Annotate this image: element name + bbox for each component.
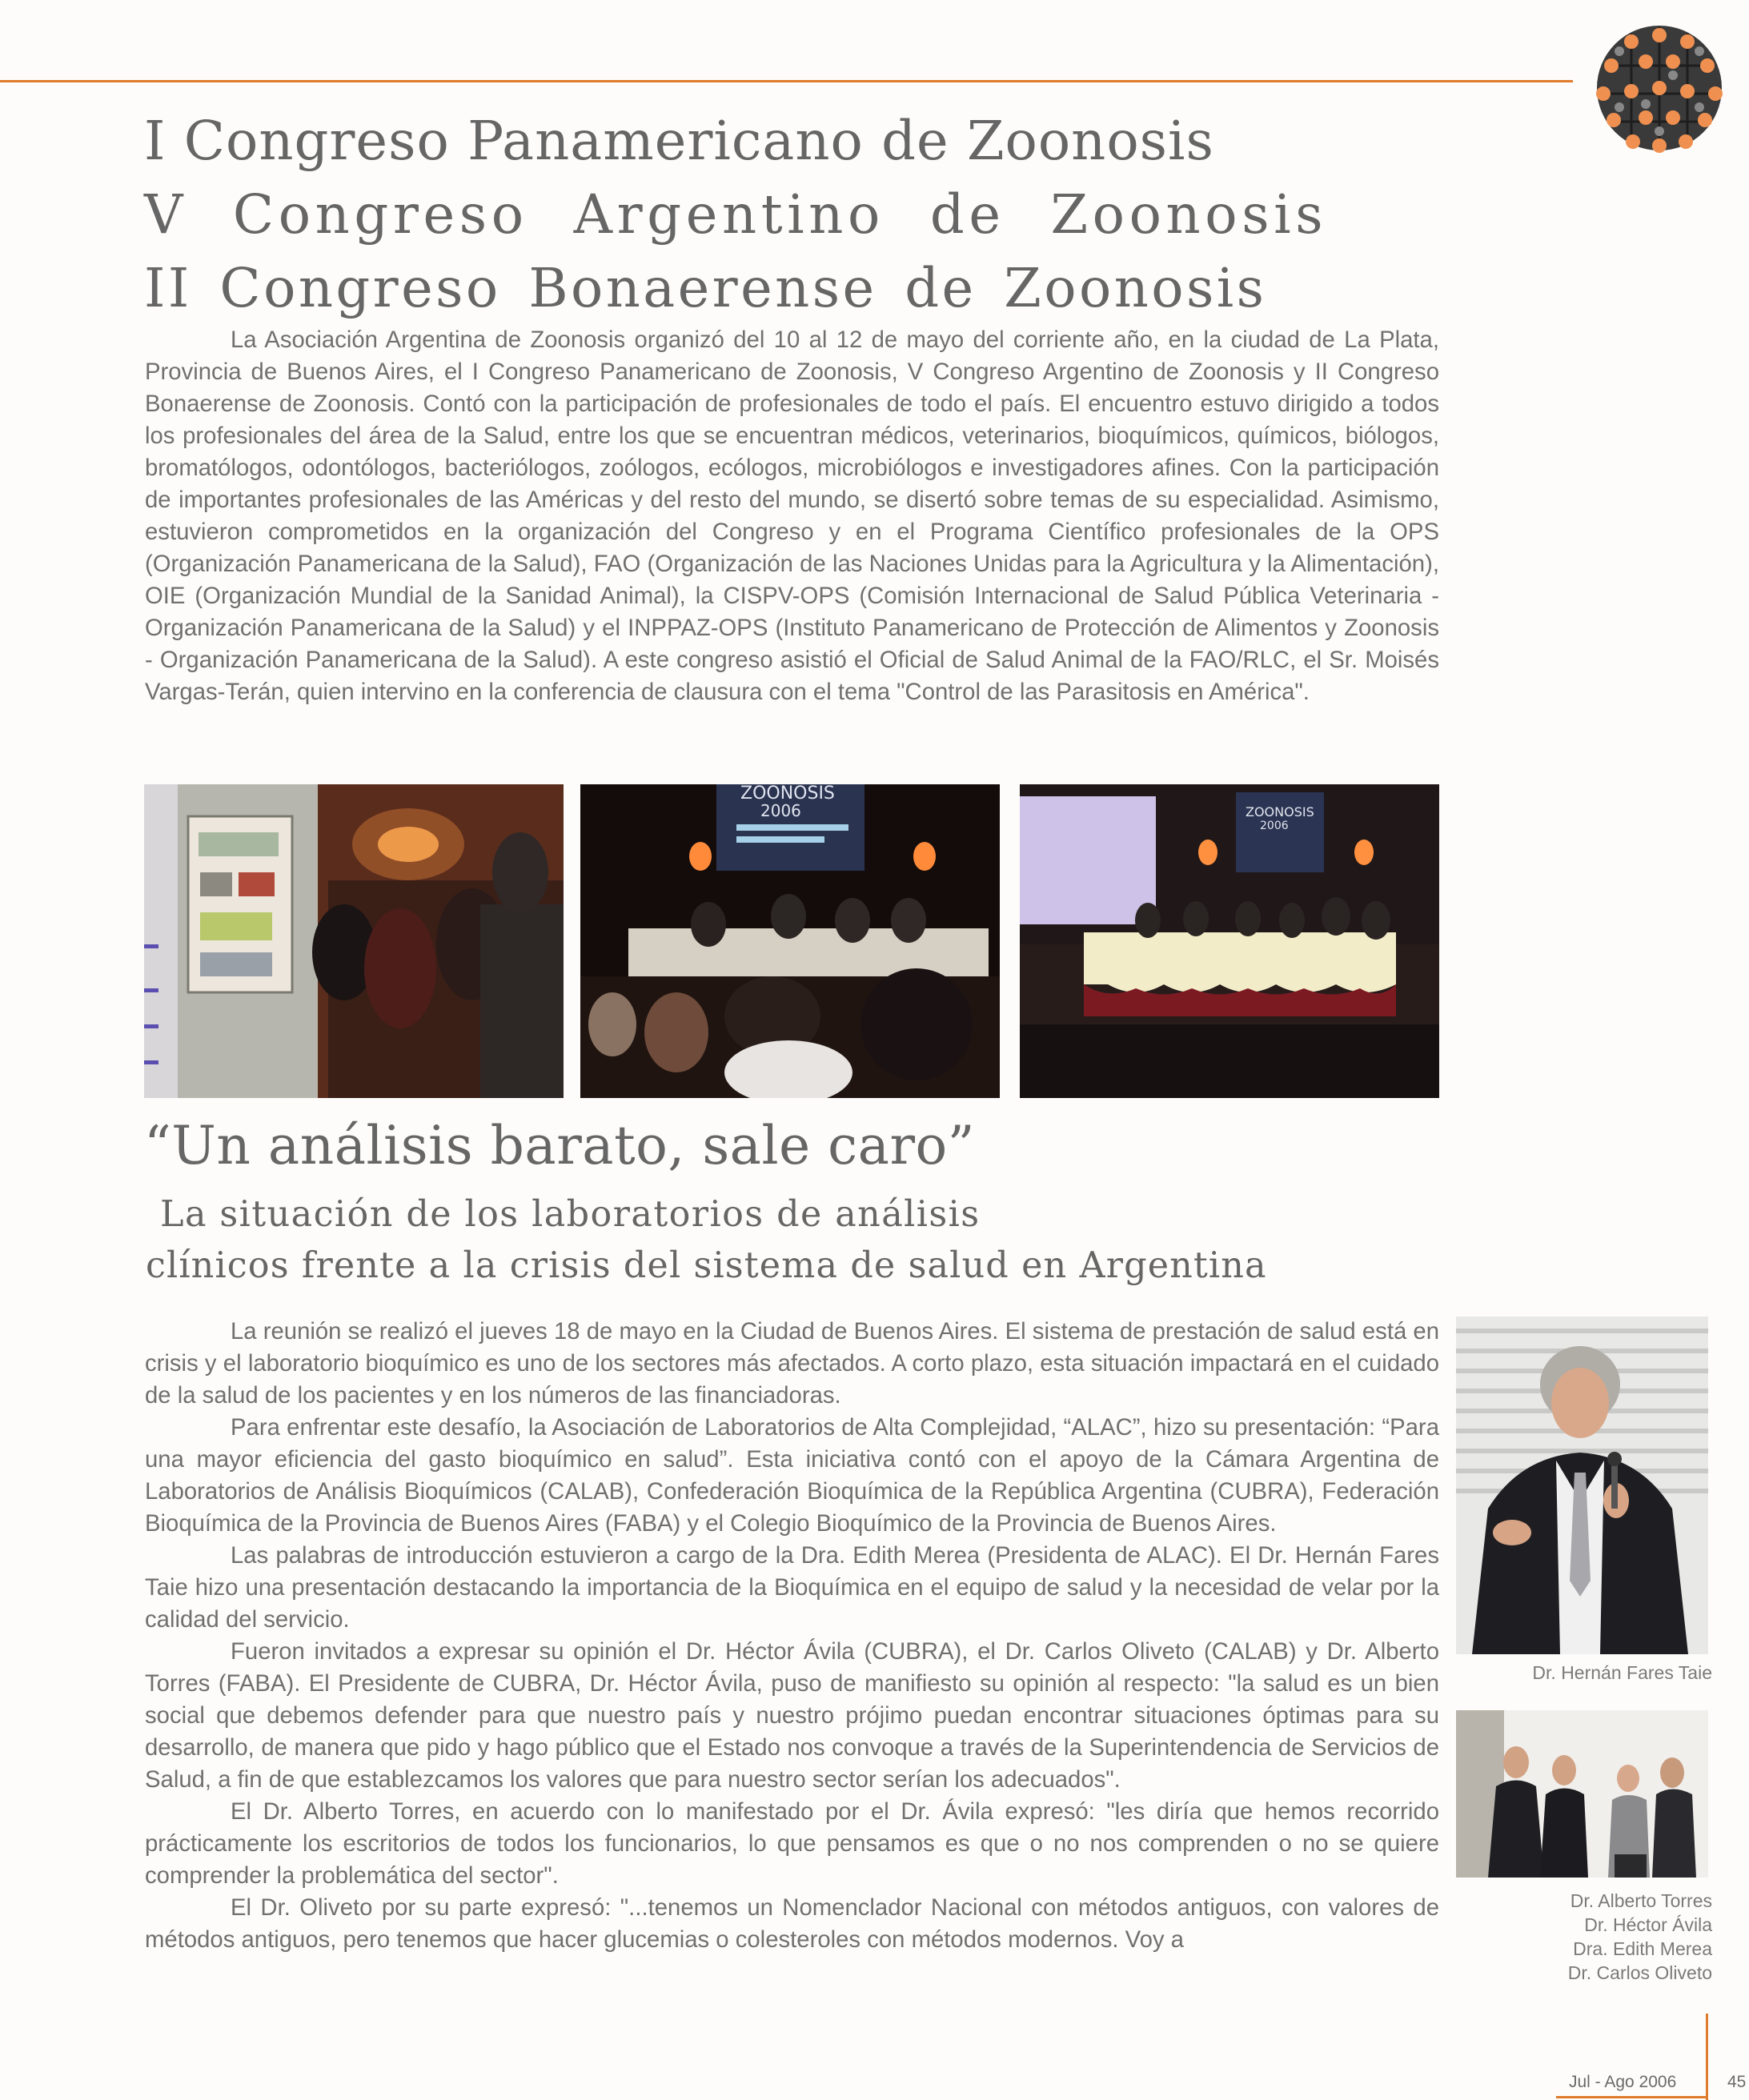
congress-titles xyxy=(144,104,1328,325)
article-paragraph: Las palabras de introducción estuvieron a cargo de la Dra. Edith Merea (Presidenta de ALAC). El Dr. Hernán Fares Taie hizo una presentación destacando la importancia de la Bioquímica en el equipo de salud y la necesidad de velar por la calidad del servicio. xyxy=(145,1542,1439,1633)
title-line-3: II Congreso Bonaerense de Zoonosis xyxy=(144,257,1267,319)
article-body xyxy=(145,1316,1439,1956)
article-paragraph: El Dr. Oliveto por su parte expresó: "...tenemos un Nomenclador Nacional con métodos antiguos, con valores de métodos antiguos, pero tenemos que hacer glucemias o colesteroles con métodos modernos. Voy a xyxy=(145,1894,1439,1953)
subhead-line-2: clínicos frente a la crisis del sistema de salud en Argentina xyxy=(146,1245,1267,1286)
photo-banner-year: 2006 xyxy=(760,801,801,820)
subhead-line-1: La situación de los laboratorios de análisis xyxy=(160,1194,981,1235)
intro-paragraph: La Asociación Argentina de Zoonosis organizó del 10 al 12 de mayo del corriente año, en la ciudad de La Plata, Provincia de Buenos Aires, el I Congreso Panamericano de Zoonosis, V Congreso Argentino de Zoonosis y II Congreso Bonaerense de Zoonosis. Contó con la participación de profesionales de todo el país. El encuentro estuvo dirigido a todos los profesionales del área de la Salud, entre los que se encuentran médicos, veterinarios, bioquímicos, químicos, biólogos, bromatólogos, odontólogos, bacteriólogos, zoólogos, ecólogos, microbiólogos e investigadores afines. Con la participación de importantes profesionales de las Américas y del resto del mundo, se disertó sobre temas de su especialidad. Asimismo, estuvieron comprometidos en la organización del Congreso y en el Programa Científico profesionales de la OPS (Organización Panamericana de la Salud), FAO (Organización de las Naciones Unidas para la Agricultura y la Alimentación), OIE (Organización Mundial de la Sanidad Animal), la CISPV-OPS (Comisión Internacional de Salud Pública Veterinaria - Organización Panamericana de la Salud) y el INPPAZ-OPS (Instituto Panamericano de Protección de Alimentos y Zoonosis - Organización Panamericana de la Salud). A este congreso asistió el Oficial de Salud Animal de la FAO/RLC, el Sr. Moisés Vargas-Terán, quien intervino en la conferencia de clausura con el tema "Control de las Parasitosis en América". xyxy=(145,327,1439,705)
article-headline: “Un análisis barato, sale caro” xyxy=(144,1115,976,1176)
caption-group-line: Dr. Alberto Torres xyxy=(1570,1890,1712,1911)
article-paragraph: El Dr. Alberto Torres, en acuerdo con lo manifestado por el Dr. Ávila expresó: "les diría que hemos recorrido prácticamente los escritorios de todos los funcionarios, lo que pensamos es que o no nos comprenden o no se quiere comprender la problemática del sector". xyxy=(145,1798,1439,1889)
intro-text xyxy=(145,324,1439,708)
title-line-1: I Congreso Panamericano de Zoonosis xyxy=(144,110,1214,172)
caption-group-line: Dr. Carlos Oliveto xyxy=(1567,1962,1712,1983)
photo-group xyxy=(1456,1710,1708,1878)
article-paragraph: Para enfrentar este desafío, la Asociación de Laboratorios de Alta Complejidad, “ALAC”, hizo su presentación: “Para una mayor eficiencia del gasto bioquímico en salud”. Esta iniciativa contó con el apoyo de la Cámara Argentina de Laboratorios de Análisis Bioquímicos (CALAB), Confederación Bioquímica de la República Argentina (CUBRA), Federación Bioquímica de la Provincia de Buenos Aires (FABA) y el Colegio Bioquímico de la Provincia de Buenos Aires. xyxy=(145,1414,1439,1537)
photo-stage-panel xyxy=(1020,784,1439,1098)
footer-rule-vertical xyxy=(1706,2014,1708,2100)
fullerene-logo xyxy=(1583,18,1735,158)
header-rule xyxy=(0,80,1573,82)
caption-group-line: Dr. Héctor Ávila xyxy=(1584,1914,1712,1935)
caption-group-line: Dra. Edith Merea xyxy=(1573,1938,1712,1959)
photo-panel-audience xyxy=(580,784,1000,1098)
photo-speaker-portrait xyxy=(1456,1317,1708,1654)
photo-banner-text: ZOONOSIS xyxy=(740,784,835,804)
article-paragraph: Fueron invitados a expresar su opinión el Dr. Héctor Ávila (CUBRA), el Dr. Carlos Oliveto (CALAB) y Dr. Alberto Torres (FABA). El Presidente de CUBRA, Dr. Héctor Ávila, puso de manifiesto su opinión al respecto: "la salud es un bien social que debemos defender para que nuestro país y nuestro prójimo puedan encontrar situaciones óptimas para su desarrollo, de manera que pido y hago público que el Estado nos convoque a través de la Superintendencia de Servicios de Salud, a fin de que establezcamos los valores que para nuestro sector serían los adecuados". xyxy=(145,1638,1439,1793)
article-subheading xyxy=(146,1189,1267,1292)
article-paragraph: La reunión se realizó el jueves 18 de mayo en la Ciudad de Buenos Aires. El sistema de prestación de salud está en crisis y el laboratorio bioquímico es uno de los sectores más afectados. A corto plazo, esta situación impactará en el cuidado de la salud de los pacientes y en los números de las financiadoras. xyxy=(145,1318,1439,1409)
footer-date: Jul - Ago 2006 xyxy=(1569,2073,1677,2091)
footer-rule-horizontal xyxy=(1556,2096,1707,2098)
title-line-2: V Congreso Argentino de Zoonosis xyxy=(144,183,1328,246)
photo-poster-hall xyxy=(144,784,564,1098)
caption-portrait: Dr. Hernán Fares Taie xyxy=(1532,1662,1712,1683)
caption-group xyxy=(1456,1889,1712,1985)
photo-banner-year-2: 2006 xyxy=(1260,820,1289,832)
photo-banner-text-2: ZOONOSIS xyxy=(1246,804,1314,820)
page-number: 45 xyxy=(1727,2073,1747,2091)
